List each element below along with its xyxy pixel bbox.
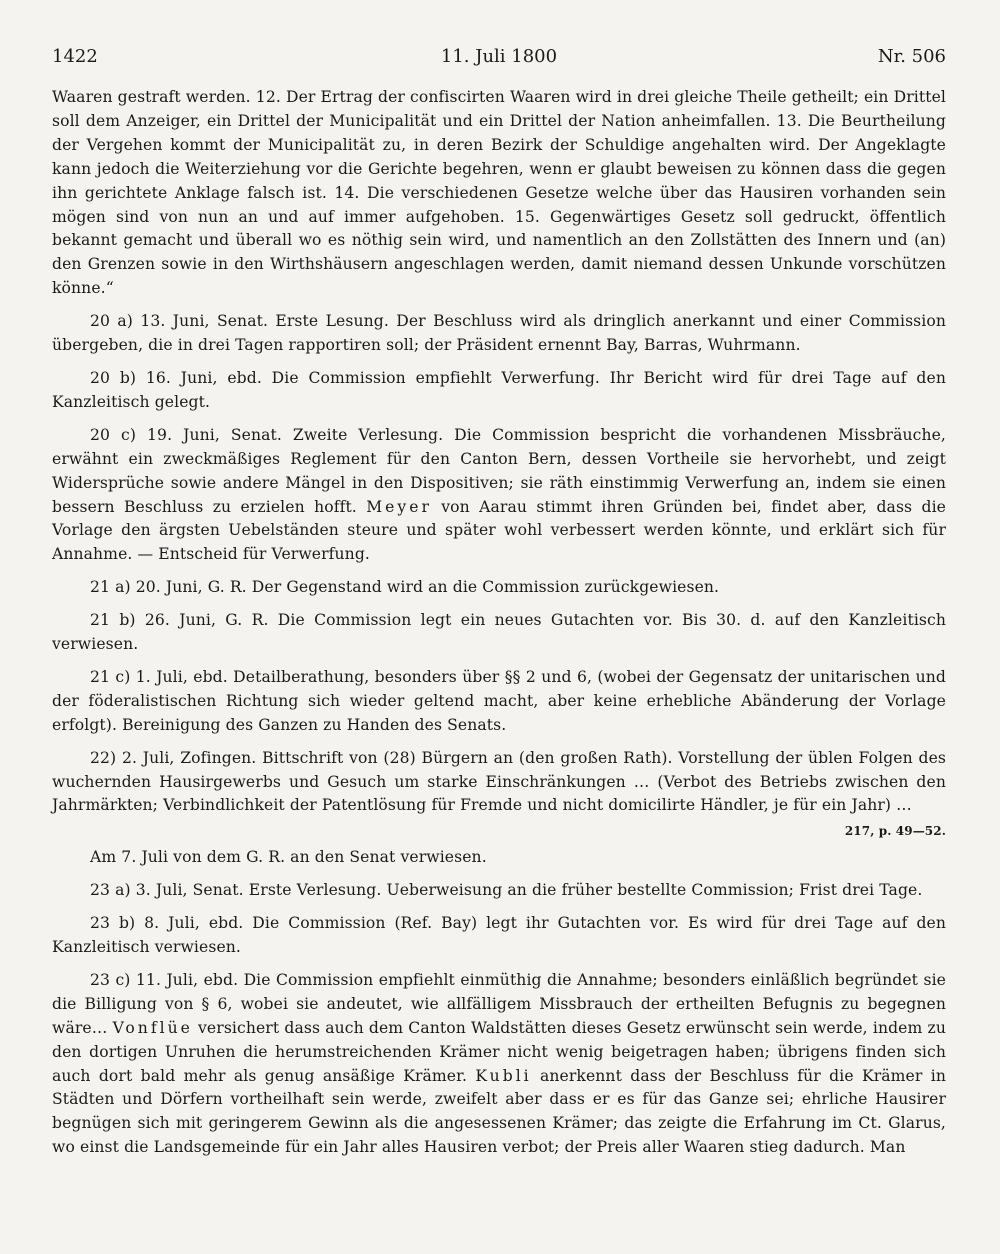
paragraph-20c-text-2: von Aarau stimmt ihren Gründen bei, findet aber, dass die Vorlage den ärgsten Uebelständen steure und später wohl verbessert werden könnte, und erklärt sich für Annahme. — Entscheid für Verwerfung. (52, 497, 946, 564)
paragraph-23c-text-1: 23 c) 11. Juli, ebd. Die Commission empfiehlt einmüthig die Annahme; besonders einläßlich begründet sie die Billigung von § 6, wobei sie andeutet, wie allfälligem Missbrauch der ertheilten Befugnis zu begegnen wäre… (52, 970, 946, 1037)
paragraph-23c-text-2: versichert dass auch dem Canton Waldstätten dieses Gesetz erwünscht sein werde, indem zu den dortigen Unruhen die herumstreichenden Krämer nicht wenig beigetragen haben; übrigens finden sich auch dort bald mehr als genug ansäßige Krämer. (52, 1018, 946, 1085)
paragraph-20b: 20 b) 16. Juni, ebd. Die Commission empfiehlt Verwerfung. Ihr Bericht wird für drei Tage auf den Kanzleitisch gelegt. (52, 368, 946, 411)
paragraph-20c (52, 424, 946, 567)
paragraph-22-note: Am 7. Juli von dem G. R. an den Senat verwiesen. (90, 848, 487, 867)
page-header (52, 46, 946, 86)
paragraph-23b: 23 b) 8. Juli, ebd. Die Commission (Ref. Bay) legt ihr Gutachten vor. Es wird für drei Tage auf den Kanzleitisch verwiesen. (52, 914, 946, 956)
paragraph-21c: 21 c) 1. Juli, ebd. Detailberathung, besonders über §§ 2 und 6, (wobei der Gegensatz der unitarischen und der föderalistischen Richtung sich wieder geltend macht, aber keine erhebliche Abänderung der Vorlage erfolgt). Bereinigung des Ganzen zu Handen des Senats. (52, 667, 946, 734)
paragraph-continuation: Waaren gestraft werden. 12. Der Ertrag der confiscirten Waaren wird in drei gleiche Theile getheilt; ein Drittel soll dem Anzeiger, ein Drittel der Municipalität und ein Drittel der Nation anheimfallen. 13. Die Beurtheilung der Vergehen kommt der Municipalität zu, in deren Bezirk der Schuldige angehalten wird. Der Angeklagte kann jedoch die Weiterziehung vor die Gerichte begehren, wenn er glaubt beweisen zu können dass die gegen ihn gerichtete Anklage falsch ist. 14. Die verschiedenen Gesetze welche über das Hausiren vorhanden sein mögen sind von nun an und auf immer aufgehoben. 15. Gegenwärtiges Gesetz soll gedruckt, öffentlich bekannt gemacht und überall wo es nöthig sein wird, und namentlich an den Zollstätten des Innern und (an) den Grenzen sowie in den Wirthshäusern angeschlagen werden, damit niemand dessen Unkunde vorschützen könne.“ (52, 88, 946, 298)
page-date: 11. Juli 1800 (440, 46, 558, 67)
paragraph-20a: 20 a) 13. Juni, Senat. Erste Lesung. Der Beschluss wird als dringlich anerkannt und einer Commission übergeben, die in drei Tagen rapportiren soll; der Präsident ernennt Bay, Barras, Wuhrmann. (52, 312, 946, 355)
page-number: 1422 (52, 46, 98, 67)
speaker-name: Meyer (366, 497, 432, 516)
body-text (52, 86, 946, 1160)
paragraph-23a: 23 a) 3. Juli, Senat. Erste Verlesung. Ueberweisung an die früher bestellte Commission; Frist drei Tage. (90, 881, 923, 900)
paragraph-22-text: 22) 2. Juli, Zofingen. Bittschrift von (28) Bürgern an (den großen Rath). Vorstellung der üblen Folgen des wuchernden Hausirgewerbs und Gesuch um starke Einschränkungen … (Verbot des Betriebs zwischen den Jahrmärkten; Verbindlichkeit der Patentlösung für Fremde und nicht domicilirte Händler, je für ein Jahr) … (52, 748, 946, 815)
source-reference: 217, p. 49—52. (844, 824, 946, 839)
speaker-name: Kubli (475, 1066, 532, 1085)
paragraph-23c (52, 969, 946, 1160)
paragraph-21b: 21 b) 26. Juni, G. R. Die Commission legt ein neues Gutachten vor. Bis 30. d. auf den Kanzleitisch verwiesen. (52, 611, 946, 654)
paragraph-20c-text-1: 20 c) 19. Juni, Senat. Zweite Verlesung. Die Commission bespricht die vorhandenen Missbräuche, erwähnt ein zweckmäßiges Reglement für den Canton Bern, dessen Vortheile sie hervorhebt, und zeigt Widersprüche sowie andere Mängel in den Dispositiven; sie räth einstimmig Verwerfung an, indem sie einen bessern Beschluss zu erzielen hofft. (52, 425, 946, 516)
paragraph-22 (52, 747, 946, 839)
paragraph-21a: 21 a) 20. Juni, G. R. Der Gegenstand wird an die Commission zurückgewiesen. (90, 578, 720, 597)
speaker-name: Vonflüe (112, 1018, 193, 1037)
document-number: Nr. 506 (877, 46, 946, 67)
paragraph-23c-text-3: anerkennt dass der Beschluss für die Krämer in Städten und Dörfern vortheilhaft sein werde, zweifelt aber dass er es für das Ganze sei; ehrliche Hausirer begnügen sich mit geringerem Gewinn als die angesessenen Krämer; das zeigte die Erfahrung im Ct. Glarus, wo einst die Landsgemeinde für ein Jahr alles Hausiren verbot; der Preis aller Waaren stieg dadurch. Man (52, 1066, 946, 1157)
